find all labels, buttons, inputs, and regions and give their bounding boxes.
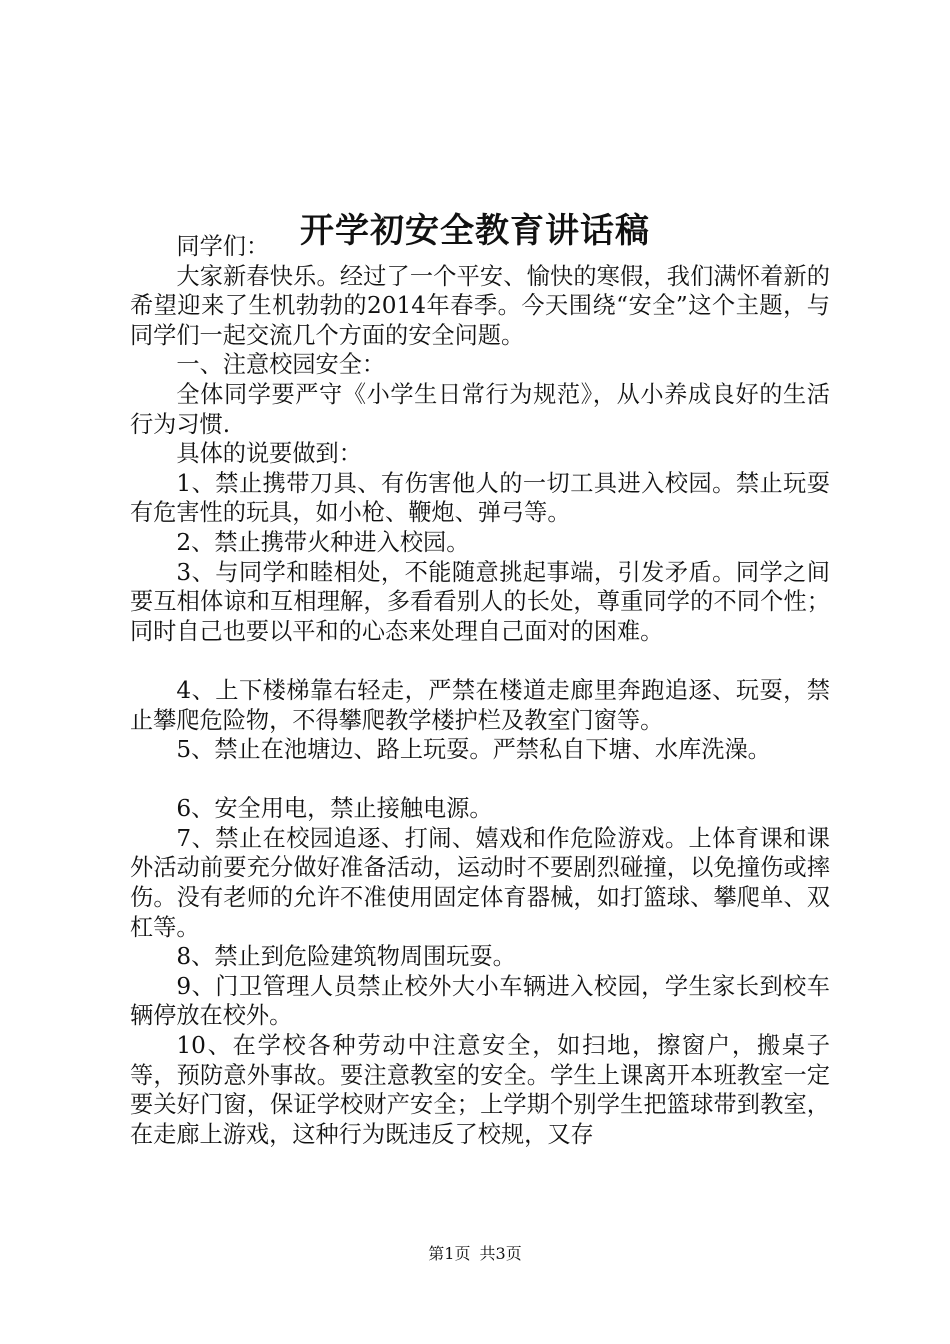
list-item: 10、在学校各种劳动中注意安全，如扫地，擦窗户，搬桌子等，预防意外事故。要注意教室的安全。学生上课离开本班教室一定要关好门窗，保证学校财产安全；上学期个别学生把篮球带到教室，在走廊上游戏，这种行为既违反了校规，又存 <box>130 1032 830 1148</box>
page-title: 开学初安全教育讲话稿 <box>300 210 650 251</box>
page-total: 共3页 <box>479 1244 522 1263</box>
section-heading: 一、注意校园安全： <box>176 351 386 379</box>
list-item: 2、禁止携带火种进入校园。 <box>176 528 470 556</box>
list-item: 7、禁止在校园追逐、打闹、嬉戏和作危险游戏。上体育课和课外活动前要充分做好准备活动，运动时不要剧烈碰撞，以免撞伤或摔伤。没有老师的允许不准使用固定体育器械，如打篮球、攀爬单、双杠等。 <box>130 824 830 941</box>
page-number: 第1页 <box>428 1244 471 1263</box>
page-footer <box>0 1243 950 1265</box>
list-item: 1、禁止携带刀具、有伤害他人的一切工具进入校园。禁止玩耍有危害性的玩具，如小枪、鞭炮、弹弓等。 <box>130 469 830 527</box>
paragraph: 全体同学要严守《小学生日常行为规范》，从小养成良好的生活行为习惯. <box>130 380 830 438</box>
list-item: 9、门卫管理人员禁止校外大小车辆进入校园，学生家长到校车辆停放在校外。 <box>130 972 830 1030</box>
greeting: 同学们： <box>176 233 270 260</box>
list-item: 3、与同学和睦相处，不能随意挑起事端，引发矛盾。同学之间要互相体谅和互相理解，多看看别人的长处，尊重同学的不同个性；同时自己也要以平和的心态来处理自己面对的困难。 <box>130 558 830 645</box>
paragraph: 具体的说要做到： <box>176 440 362 468</box>
list-item: 4、上下楼梯靠右轻走，严禁在楼道走廊里奔跑追逐、玩耍，禁止攀爬危险物，不得攀爬教学楼护栏及教室门窗等。 <box>130 676 830 734</box>
document-body <box>130 232 830 1149</box>
list-item: 5、禁止在池塘边、路上玩耍。严禁私自下塘、水库洗澡。 <box>176 736 771 764</box>
intro-paragraph: 大家新春快乐。经过了一个平安、愉快的寒假，我们满怀着新的希望迎来了生机勃勃的2014年春季。今天围绕“安全”这个主题，与同学们一起交流几个方面的安全问题。 <box>130 262 830 349</box>
list-item: 6、安全用电，禁止接触电源。 <box>176 795 493 823</box>
list-item: 8、禁止到危险建筑物周围玩耍。 <box>176 943 516 971</box>
